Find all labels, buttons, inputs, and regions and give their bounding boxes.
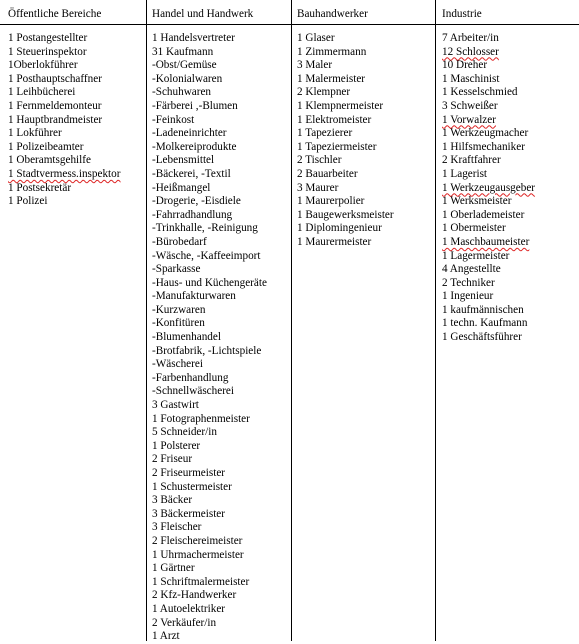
list-item: 1 Postsekretär (8, 181, 72, 194)
list-item: -Molkereiprodukte (152, 140, 237, 153)
column-items (152, 32, 267, 644)
list-item: 1 Gärtner (152, 562, 195, 575)
list-item: 1 Klempnermeister (297, 99, 384, 112)
list-item: -Feinkost (152, 113, 195, 126)
list-item: 2 Friseurmeister (152, 467, 226, 479)
list-item: 2 Kraftfahrer (442, 154, 501, 167)
list-item: 1 Lagermeister (442, 249, 510, 262)
list-item: 1 Fernmeldemonteur (8, 99, 102, 112)
list-item: 1 Tapeziermeister (297, 140, 377, 153)
list-item: 4 Angestellte (442, 263, 501, 276)
column-divider-2 (291, 0, 292, 641)
column-items (442, 32, 535, 345)
list-item: -Heißmangel (152, 181, 211, 194)
list-item: -Blumenhandel (152, 331, 221, 344)
list-item: 1 Werkzeugmacher (442, 127, 529, 140)
list-item: -Schuhwaren (152, 86, 212, 99)
list-item: 2 Bauarbeiter (297, 167, 358, 180)
list-item: 12 Schlosser (442, 45, 499, 58)
list-item: 2 Fleischereimeister (152, 534, 243, 547)
list-item: -Farbenhandlung (152, 371, 229, 384)
list-item: 1 Maschbaumeister (442, 235, 530, 248)
list-item: 2 Friseur (152, 453, 193, 466)
list-item: 1 Handelsvertreter (152, 32, 235, 44)
list-item: -Bäckerei, -Textil (152, 167, 231, 180)
list-item: -Kolonialwaren (152, 72, 223, 85)
list-item: 1 Hilfsmechaniker (442, 140, 525, 153)
list-item: -Obst/Gemüse (152, 59, 217, 72)
list-item: 1 Maschinist (442, 72, 500, 85)
list-item: 1 Leihbücherei (8, 86, 76, 99)
list-item: 1 Ingenieur (442, 290, 494, 303)
list-item: -Trinkhalle, -Reinigung (152, 222, 258, 235)
list-item: 1 Malermeister (297, 72, 366, 85)
list-item: 1 Maurermeister (297, 235, 372, 248)
header-divider (0, 24, 579, 25)
list-item: -Drogerie, -Eisdiele (152, 195, 241, 208)
list-item: 1 Fotographenmeister (152, 412, 250, 425)
list-item: -Manufakturwaren (152, 290, 236, 303)
list-item: 1 Hauptbrandmeister (8, 113, 103, 126)
list-item: 1 Diplomingenieur (297, 222, 382, 235)
list-item: 1 kaufmännischen (442, 303, 524, 316)
list-item: -Wäscherei (152, 358, 203, 371)
list-item: 5 Schneider/in (152, 426, 217, 439)
list-item: 1 Autoelektriker (152, 602, 226, 615)
column-header: Bauhandwerker (297, 8, 368, 20)
list-item: 1 Obermeister (442, 222, 506, 235)
list-item: 2 Klempner (297, 86, 351, 99)
list-item: 2 Techniker (442, 276, 495, 289)
list-item: 2 Tischler (297, 154, 342, 167)
list-item: 1 Schriftmalermeister (152, 575, 250, 588)
list-item: 1 Werksmeister (442, 195, 512, 208)
list-item: 1 Lokführer (8, 127, 62, 140)
column-header: Öffentliche Bereiche (8, 8, 102, 20)
list-item: 1 Steuerinspektor (8, 45, 87, 58)
list-item: 31 Kaufmann (152, 45, 214, 58)
list-item: 3 Gastwirt (152, 399, 199, 412)
list-item: -Ladeneinrichter (152, 127, 227, 140)
list-item: 1 Kesselschmied (442, 86, 518, 99)
list-item: 2 Verkäufer/in (152, 616, 217, 629)
list-item: 3 Bäckermeister (152, 507, 225, 520)
list-item: -Lebensmittel (152, 154, 215, 167)
column-header: Industrie (442, 8, 482, 20)
list-item: 1 Lagerist (442, 167, 488, 180)
list-item: -Schnellwäscherei (152, 385, 235, 398)
list-item: 1 Maurerpolier (297, 195, 365, 208)
list-item: 1 Geschäftsführer (442, 331, 522, 344)
list-item: 1 Oberlademeister (442, 208, 525, 221)
list-item: 1 Polizeibeamter (8, 140, 84, 153)
list-item: -Bürobedarf (152, 235, 207, 248)
list-item: 1 Arzt (152, 630, 180, 643)
list-item: 3 Schweißer (442, 99, 498, 112)
list-item: -Wäsche, -Kaffeeimport (152, 249, 261, 262)
column-header: Handel und Handwerk (152, 8, 254, 20)
list-item: 3 Maurer (297, 181, 339, 194)
list-item: 1 Oberamtsgehilfe (8, 154, 91, 167)
list-item: 3 Fleischer (152, 521, 202, 534)
column-items (297, 32, 394, 250)
list-item: 1 Schustermeister (152, 480, 232, 493)
list-item: -Fahrradhandlung (152, 208, 233, 221)
list-item: 1 Tapezierer (297, 127, 353, 140)
list-item: -Brotfabrik, -Lichtspiele (152, 344, 262, 357)
list-item: -Färberei ,-Blumen (152, 99, 238, 112)
list-item: -Kurzwaren (152, 303, 206, 316)
list-item: 1 Posthauptschaffner (8, 72, 102, 85)
list-item: 2 Kfz-Handwerker (152, 589, 237, 602)
list-item: 3 Bäcker (152, 494, 193, 507)
list-item: 1 Baugewerksmeister (297, 208, 394, 221)
column-items (8, 32, 120, 209)
list-item: 1Oberlokführer (8, 59, 78, 72)
column-divider-1 (146, 0, 147, 641)
column-divider-3 (435, 0, 436, 641)
list-item: 10 Dreher (442, 59, 488, 72)
list-item: 1 Polizei (8, 195, 48, 208)
list-item: 1 Werkzeugausgeber (442, 181, 536, 194)
list-item: -Konfitüren (152, 317, 205, 330)
list-item: 1 techn. Kaufmann (442, 317, 528, 330)
list-item: 7 Arbeiter/in (442, 32, 499, 44)
list-item: 1 Elektromeister (297, 113, 372, 126)
list-item: 1 Postangestellter (8, 32, 88, 44)
list-item: 3 Maler (297, 59, 333, 72)
list-item: 1 Polsterer (152, 439, 201, 452)
list-item: 1 Zimmermann (297, 45, 367, 58)
list-item: -Haus- und Küchengeräte (152, 276, 267, 289)
list-item: 1 Stadtvermess.inspektor (8, 167, 121, 180)
list-item: 1 Vorwalzer (442, 113, 496, 126)
list-item: -Sparkasse (152, 263, 201, 276)
list-item: 1 Uhrmachermeister (152, 548, 244, 561)
list-item: 1 Glaser (297, 32, 335, 44)
